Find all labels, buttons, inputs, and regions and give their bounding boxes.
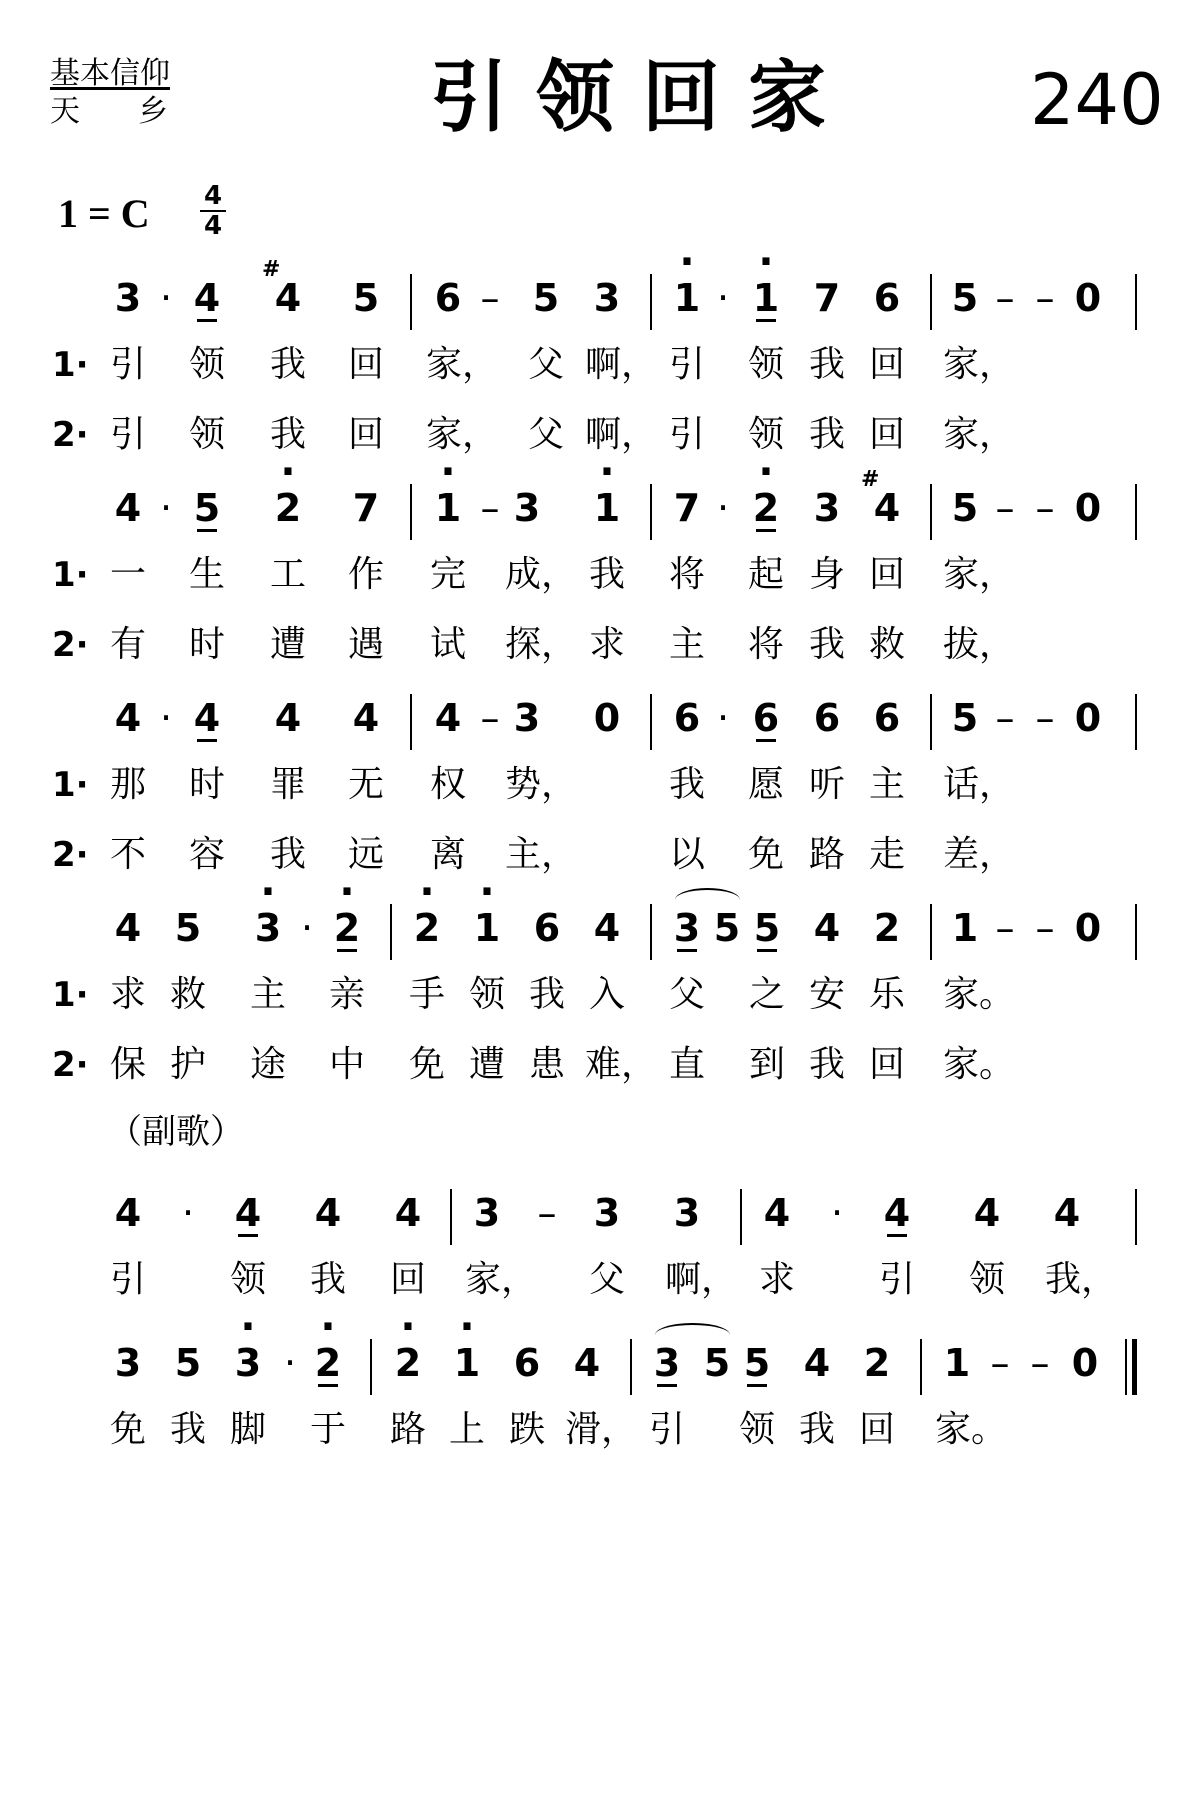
note: 5 [532, 276, 560, 320]
lyric-syllable: 罪 [269, 764, 306, 805]
verse-number: 1· [52, 765, 89, 805]
lyric-syllable: 家。 [943, 1044, 1016, 1085]
lyric-syllable: 回 [868, 1044, 905, 1085]
note: 5 [951, 696, 979, 740]
note: 2 [863, 1341, 891, 1385]
note: · 1 [469, 900, 505, 956]
lyric-syllable: 听 [808, 764, 845, 805]
lyric-syllable: 免 [747, 834, 784, 875]
dot-duration: · [716, 696, 730, 740]
notes-row [0, 690, 1200, 746]
key-signature: 1 = C [58, 191, 150, 236]
dot-duration: · [830, 1191, 844, 1235]
lyric-syllable: 我 [269, 344, 306, 385]
note: 4 [274, 696, 302, 740]
lyric-syllable: 领 [747, 344, 784, 385]
lyric-syllable: 远 [347, 834, 384, 875]
note: 6 [513, 1341, 541, 1385]
lyric-syllable: 回 [858, 1409, 895, 1450]
hymn-title: 引领回家 [430, 53, 855, 143]
lyric-syllable: 身 [808, 554, 845, 595]
lyric-syllable: 那 [109, 764, 146, 805]
lyric-syllable: 愿 [747, 764, 784, 805]
lyric-line [0, 550, 1200, 600]
note: 4 [114, 696, 142, 740]
barline [410, 694, 412, 750]
lyric-syllable: 之 [748, 974, 785, 1015]
lyric-syllable: 一 [109, 554, 146, 595]
note: 5 [703, 1341, 731, 1385]
lyric-syllable: 求 [109, 974, 146, 1015]
note: 3 [513, 696, 541, 740]
note: 4 [189, 690, 225, 746]
barline [930, 484, 932, 540]
lyric-syllable: 领 [747, 414, 784, 455]
lyric-syllable: 我 [808, 414, 845, 455]
lyric-syllable: 容 [188, 834, 225, 875]
lyric-syllable: 家， [943, 554, 1016, 595]
note: 3 [114, 276, 142, 320]
lyric-syllable: 领 [968, 1259, 1005, 1300]
lyric-syllable: 主， [505, 834, 578, 875]
dash-duration: – [480, 276, 500, 320]
lyric-line [0, 1405, 1200, 1455]
dot-duration: · [300, 906, 314, 950]
refrain-label: （副歌） [108, 1112, 244, 1152]
lyric-syllable: 引 [109, 414, 146, 455]
note: 4 [879, 1185, 915, 1241]
note: 5 [174, 1341, 202, 1385]
barline [1135, 484, 1137, 540]
lyric-syllable: 家， [943, 414, 1016, 455]
note: 4 [1053, 1191, 1081, 1235]
meter-bottom: 4 [203, 211, 223, 241]
verse-number: 2· [52, 1045, 89, 1085]
lyric-syllable: 无 [347, 764, 384, 805]
verse-number: 1· [52, 555, 89, 595]
lyric-line [0, 1255, 1200, 1305]
lyric-line [0, 760, 1200, 810]
lyric-syllable: 主 [668, 624, 705, 665]
note: 7 [813, 276, 841, 320]
lyric-syllable: 入 [588, 974, 625, 1015]
lyric-syllable: 父 [588, 1259, 625, 1300]
lyric-syllable: 引 [668, 414, 705, 455]
barline [1135, 694, 1137, 750]
note: 5 [951, 486, 979, 530]
note: 4 [114, 1191, 142, 1235]
note: · 2 [329, 900, 365, 956]
note: 1 [951, 906, 979, 950]
category-line2: 天乡 [50, 94, 226, 129]
lyric-syllable: 有 [109, 624, 146, 665]
note: 3 [473, 1191, 501, 1235]
dot-duration: · [159, 276, 173, 320]
lyric-syllable: 啊， [585, 344, 658, 385]
lyric-syllable: 我 [798, 1409, 835, 1450]
lyric-syllable: 免 [408, 1044, 445, 1085]
barline [920, 1339, 922, 1395]
note: 0 [1074, 486, 1102, 530]
barline [650, 694, 652, 750]
notes-row [0, 1335, 1200, 1391]
note: 4 [314, 1191, 342, 1235]
verse-number: 2· [52, 415, 89, 455]
lyric-syllable: 家。 [935, 1409, 1008, 1450]
note: 6 [873, 276, 901, 320]
lyric-syllable: 路 [389, 1409, 426, 1450]
lyric-syllable: 回 [868, 344, 905, 385]
lyric-syllable: 安 [808, 974, 845, 1015]
dash-duration: – [995, 276, 1015, 320]
note: 0 [1071, 1341, 1099, 1385]
note: · 1 [748, 270, 784, 326]
barline [450, 1189, 452, 1245]
lyric-syllable: 直 [668, 1044, 705, 1085]
slur [675, 888, 740, 912]
lyric-syllable: 引 [109, 344, 146, 385]
lyric-syllable: 遭 [468, 1044, 505, 1085]
lyric-syllable: 中 [328, 1044, 365, 1085]
note: · 3 [250, 900, 286, 956]
note: 4 [352, 696, 380, 740]
lyric-syllable: 回 [347, 344, 384, 385]
note: 4 [573, 1341, 601, 1385]
hymn-number: 240 [1030, 59, 1164, 141]
note: · 2 [310, 1335, 346, 1391]
lyric-syllable: 以 [668, 834, 705, 875]
category-line1: 基本信仰 [50, 56, 170, 91]
lyric-syllable: 途 [249, 1044, 286, 1085]
dash-duration: – [1035, 276, 1055, 320]
final-barline [1125, 1339, 1137, 1395]
lyric-syllable: 走 [868, 834, 905, 875]
verse-number: 2· [52, 835, 89, 875]
lyric-syllable: 话， [943, 764, 1016, 805]
note: 7 [673, 486, 701, 530]
note: 5 [951, 276, 979, 320]
note: 4 [973, 1191, 1001, 1235]
lyric-syllable: 势， [505, 764, 578, 805]
lyric-syllable: 拔， [943, 624, 1016, 665]
lyric-syllable: 起 [747, 554, 784, 595]
barline [930, 274, 932, 330]
barline [1135, 274, 1137, 330]
lyric-syllable: 生 [188, 554, 225, 595]
lyric-syllable: 家， [426, 414, 499, 455]
lyric-syllable: 差， [943, 834, 1016, 875]
lyric-syllable: 我 [808, 1044, 845, 1085]
note: 2 [873, 906, 901, 950]
lyric-syllable: 父 [527, 414, 564, 455]
note: 1 [943, 1341, 971, 1385]
dash-duration: – [995, 486, 1015, 530]
lyric-syllable: 我， [1045, 1259, 1118, 1300]
lyric-syllable: 引 [668, 344, 705, 385]
lyric-syllable: 脚 [229, 1409, 266, 1450]
lyric-syllable: 我 [588, 554, 625, 595]
note: 3 [673, 1191, 701, 1235]
barline [650, 904, 652, 960]
note: · 1 [669, 270, 705, 326]
lyric-syllable: 离 [429, 834, 466, 875]
note: 3 [513, 486, 541, 530]
note: · 1 [449, 1335, 485, 1391]
note: 4 [114, 486, 142, 530]
lyric-syllable: 回 [347, 414, 384, 455]
note: 7 [352, 486, 380, 530]
lyric-syllable: 父 [668, 974, 705, 1015]
note: · 2 [270, 480, 306, 536]
lyric-syllable: 啊， [585, 414, 658, 455]
slur [655, 1323, 730, 1347]
note: 4 [593, 906, 621, 950]
note: 4 [230, 1185, 266, 1241]
note: · 2 [748, 480, 784, 536]
note: 0 [1074, 906, 1102, 950]
note: 4 [434, 696, 462, 740]
note: 0 [593, 696, 621, 740]
lyric-line [0, 1040, 1200, 1090]
notes-row [0, 270, 1200, 326]
lyric-syllable: 啊， [665, 1259, 738, 1300]
note: 0 [1074, 276, 1102, 320]
lyric-syllable: 家。 [943, 974, 1016, 1015]
dash-duration: – [995, 696, 1015, 740]
lyric-syllable: 完 [429, 554, 466, 595]
note: 4 [813, 906, 841, 950]
lyric-syllable: 求 [588, 624, 625, 665]
lyric-syllable: 上 [448, 1409, 485, 1450]
lyric-syllable: 我 [309, 1259, 346, 1300]
lyric-syllable: 我 [808, 624, 845, 665]
note: · 2 [409, 900, 445, 956]
verse-number: 2· [52, 625, 89, 665]
dash-duration: – [537, 1191, 557, 1235]
barline [370, 1339, 372, 1395]
note: 5 [189, 480, 225, 536]
lyric-syllable: 探， [505, 624, 578, 665]
lyric-syllable: 救 [868, 624, 905, 665]
lyric-syllable: 患 [528, 1044, 565, 1085]
dot-duration: · [716, 276, 730, 320]
barline [410, 484, 412, 540]
notes-row [0, 1185, 1200, 1241]
note: 4 [189, 270, 225, 326]
note: 6 [673, 696, 701, 740]
barline [390, 904, 392, 960]
lyric-syllable: 跌 [508, 1409, 545, 1450]
lyric-syllable: 家， [426, 344, 499, 385]
lyric-syllable: 遇 [347, 624, 384, 665]
note: # 4 [869, 480, 905, 536]
lyric-syllable: 遭 [269, 624, 306, 665]
dot-duration: · [159, 486, 173, 530]
barline [1135, 904, 1137, 960]
dash-duration: – [480, 696, 500, 740]
lyric-syllable: 亲 [328, 974, 365, 1015]
verse-number: 1· [52, 345, 89, 385]
note: · 2 [390, 1335, 426, 1391]
lyric-syllable: 不 [109, 834, 146, 875]
lyric-syllable: 路 [808, 834, 845, 875]
lyric-syllable: 保 [109, 1044, 146, 1085]
dash-duration: – [1035, 696, 1055, 740]
note: 4 [803, 1341, 831, 1385]
lyric-syllable: 权 [429, 764, 466, 805]
lyric-syllable: 救 [169, 974, 206, 1015]
note: 5 [174, 906, 202, 950]
notes-row [0, 480, 1200, 536]
note: 4 [394, 1191, 422, 1235]
lyric-syllable: 难， [585, 1044, 658, 1085]
note: 0 [1074, 696, 1102, 740]
lyric-syllable: 手 [408, 974, 445, 1015]
lyric-syllable: 领 [188, 414, 225, 455]
lyric-syllable: 乐 [868, 974, 905, 1015]
dash-duration: – [995, 906, 1015, 950]
lyric-line [0, 970, 1200, 1020]
note: 4 [763, 1191, 791, 1235]
lyric-syllable: 家， [943, 344, 1016, 385]
meter-top: 4 [203, 181, 223, 211]
note: 6 [434, 276, 462, 320]
lyric-syllable: 将 [747, 624, 784, 665]
lyric-syllable: 成， [505, 554, 578, 595]
lyric-syllable: 领 [468, 974, 505, 1015]
note: 6 [533, 906, 561, 950]
lyric-syllable: 免 [109, 1409, 146, 1450]
lyric-line [0, 830, 1200, 880]
lyric-syllable: 作 [347, 554, 384, 595]
dash-duration: – [1030, 1341, 1050, 1385]
note: 6 [873, 696, 901, 740]
lyric-syllable: 时 [188, 764, 225, 805]
note: 3 [813, 486, 841, 530]
note: # 4 [270, 270, 306, 326]
dot-duration: · [283, 1341, 297, 1385]
dash-duration: – [480, 486, 500, 530]
lyric-line [0, 340, 1200, 390]
note: 3 [669, 900, 705, 956]
barline [410, 274, 412, 330]
note: 6 [748, 690, 784, 746]
dot-duration: · [181, 1191, 195, 1235]
verse-number: 1· [52, 975, 89, 1015]
lyric-syllable: 我 [269, 834, 306, 875]
lyric-syllable: 滑， [565, 1409, 638, 1450]
lyric-syllable: 家， [465, 1259, 538, 1300]
note: · 1 [430, 480, 466, 536]
dash-duration: – [990, 1341, 1010, 1385]
lyric-syllable: 父 [527, 344, 564, 385]
lyric-syllable: 引 [109, 1259, 146, 1300]
lyric-syllable: 我 [528, 974, 565, 1015]
lyric-syllable: 试 [429, 624, 466, 665]
lyric-syllable: 引 [648, 1409, 685, 1450]
barline [650, 484, 652, 540]
note: · 1 [589, 480, 625, 536]
note: 4 [114, 906, 142, 950]
lyric-syllable: 回 [389, 1259, 426, 1300]
note: 5 [749, 900, 785, 956]
barline [1135, 1189, 1137, 1245]
note: 5 [713, 906, 741, 950]
lyric-syllable: 领 [229, 1259, 266, 1300]
lyric-syllable: 工 [269, 554, 306, 595]
time-signature [200, 182, 226, 240]
note: 6 [813, 696, 841, 740]
barline [930, 694, 932, 750]
lyric-syllable: 于 [309, 1409, 346, 1450]
dash-duration: – [1035, 906, 1055, 950]
lyric-syllable: 我 [169, 1409, 206, 1450]
note: 3 [649, 1335, 685, 1391]
lyric-syllable: 将 [668, 554, 705, 595]
lyric-syllable: 领 [738, 1409, 775, 1450]
dash-duration: – [1035, 486, 1055, 530]
dot-duration: · [159, 696, 173, 740]
dot-duration: · [716, 486, 730, 530]
lyric-syllable: 领 [188, 344, 225, 385]
note: · 3 [230, 1335, 266, 1391]
lyric-syllable: 我 [269, 414, 306, 455]
note: 5 [739, 1335, 775, 1391]
lyric-syllable: 回 [868, 414, 905, 455]
lyric-syllable: 我 [808, 344, 845, 385]
lyric-syllable: 护 [169, 1044, 206, 1085]
lyric-syllable: 求 [758, 1259, 795, 1300]
note: 3 [593, 1191, 621, 1235]
lyric-syllable: 主 [249, 974, 286, 1015]
lyric-line [0, 620, 1200, 670]
note: 3 [114, 1341, 142, 1385]
lyric-syllable: 时 [188, 624, 225, 665]
barline [930, 904, 932, 960]
notes-row [0, 900, 1200, 956]
lyric-syllable: 我 [668, 764, 705, 805]
note: 5 [352, 276, 380, 320]
lyric-syllable: 主 [868, 764, 905, 805]
lyric-syllable: 到 [748, 1044, 785, 1085]
category-label [50, 55, 226, 131]
lyric-syllable: 回 [868, 554, 905, 595]
note: 3 [593, 276, 621, 320]
lyric-syllable: 引 [878, 1259, 915, 1300]
barline [650, 274, 652, 330]
barline [740, 1189, 742, 1245]
barline [630, 1339, 632, 1395]
